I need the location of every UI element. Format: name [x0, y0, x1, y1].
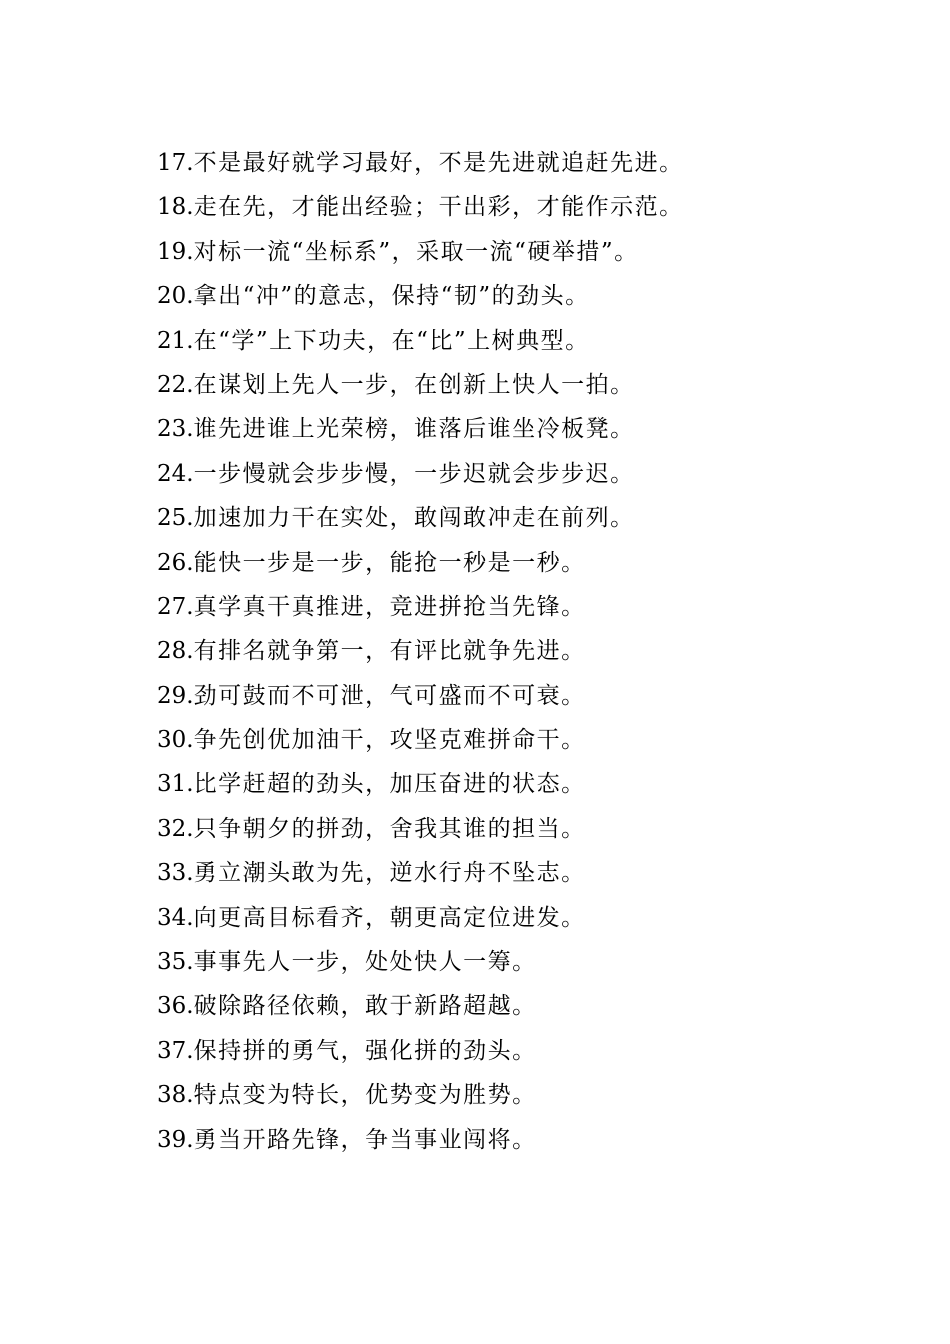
item-text: 能快一步是一步，能抢一秒是一秒。 [193, 549, 586, 576]
list-item [157, 896, 877, 940]
list-item [157, 541, 877, 585]
item-text: 加速加力干在实处，敢闯敢冲走在前列。 [193, 505, 635, 532]
item-number: 36. [157, 993, 194, 1020]
list-item [157, 407, 877, 451]
item-text: 破除路径依赖，敢于新路超越。 [193, 993, 537, 1020]
item-text: 事事先人一步，处处快人一筹。 [193, 949, 537, 976]
item-number: 37. [157, 1037, 194, 1064]
item-text: 真学真干真推进，竞进拼抢当先锋。 [193, 593, 586, 620]
item-number: 25. [157, 505, 194, 532]
item-text: 劲可鼓而不可泄，气可盛而不可衰。 [193, 682, 586, 709]
item-text: 在谋划上先人一步，在创新上快人一拍。 [193, 371, 635, 398]
list-item [157, 1118, 877, 1162]
item-text: 对标一流“坐标系”，采取一流“硬举措”。 [193, 238, 639, 265]
item-text: 走在先，才能出经验；干出彩，才能作示范。 [193, 194, 684, 221]
item-text: 向更高目标看齐，朝更高定位进发。 [193, 904, 586, 931]
item-number: 28. [157, 638, 194, 665]
item-number: 17. [157, 150, 194, 176]
list-item [157, 629, 877, 673]
list-item [157, 940, 877, 984]
item-text: 争先创优加油干，攻坚克难拼命干。 [193, 727, 586, 754]
item-text: 保持拼的勇气，强化拼的劲头。 [193, 1037, 537, 1064]
item-number: 33. [157, 860, 194, 887]
item-number: 22. [157, 371, 194, 398]
list-item [157, 496, 877, 540]
slogan-list [157, 141, 877, 1162]
list-item [157, 274, 877, 318]
item-number: 35. [157, 949, 194, 976]
item-text: 不是最好就学习最好，不是先进就追赶先进。 [193, 150, 684, 176]
item-number: 20. [157, 283, 194, 310]
item-number: 29. [157, 682, 194, 709]
item-number: 19. [157, 238, 194, 265]
list-item [157, 363, 877, 407]
list-item [157, 1073, 877, 1117]
item-number: 18. [157, 194, 194, 221]
item-text: 勇当开路先锋，争当事业闯将。 [193, 1126, 537, 1153]
item-text: 谁先进谁上光荣榜，谁落后谁坐冷板凳。 [193, 416, 635, 443]
item-number: 39. [157, 1126, 194, 1153]
item-text: 有排名就争第一，有评比就争先进。 [193, 638, 586, 665]
list-item [157, 984, 877, 1028]
item-number: 23. [157, 416, 194, 443]
list-item [157, 319, 877, 363]
item-text: 比学赶超的劲头，加压奋进的状态。 [193, 771, 586, 798]
list-item [157, 762, 877, 806]
item-text: 只争朝夕的拼劲，舍我其谁的担当。 [193, 815, 586, 842]
list-item [157, 585, 877, 629]
list-item [157, 674, 877, 718]
list-item [157, 185, 877, 229]
list-item [157, 851, 877, 895]
item-text: 一步慢就会步步慢，一步迟就会步步迟。 [193, 460, 635, 487]
list-item [157, 230, 877, 274]
item-text: 拿出“冲”的意志，保持“韧”的劲头。 [193, 283, 590, 310]
list-item [157, 141, 877, 185]
item-number: 27. [157, 593, 194, 620]
list-item [157, 718, 877, 762]
item-text: 特点变为特长，优势变为胜势。 [193, 1082, 537, 1109]
item-number: 26. [157, 549, 194, 576]
item-text: 勇立潮头敢为先，逆水行舟不坠志。 [193, 860, 586, 887]
list-item [157, 1029, 877, 1073]
item-number: 31. [157, 771, 194, 798]
item-number: 30. [157, 727, 194, 754]
list-item [157, 807, 877, 851]
item-text: 在“学”上下功夫，在“比”上树典型。 [193, 327, 590, 354]
item-number: 38. [157, 1082, 194, 1109]
item-number: 24. [157, 460, 194, 487]
item-number: 34. [157, 904, 194, 931]
item-number: 32. [157, 815, 194, 842]
list-item [157, 452, 877, 496]
item-number: 21. [157, 327, 194, 354]
